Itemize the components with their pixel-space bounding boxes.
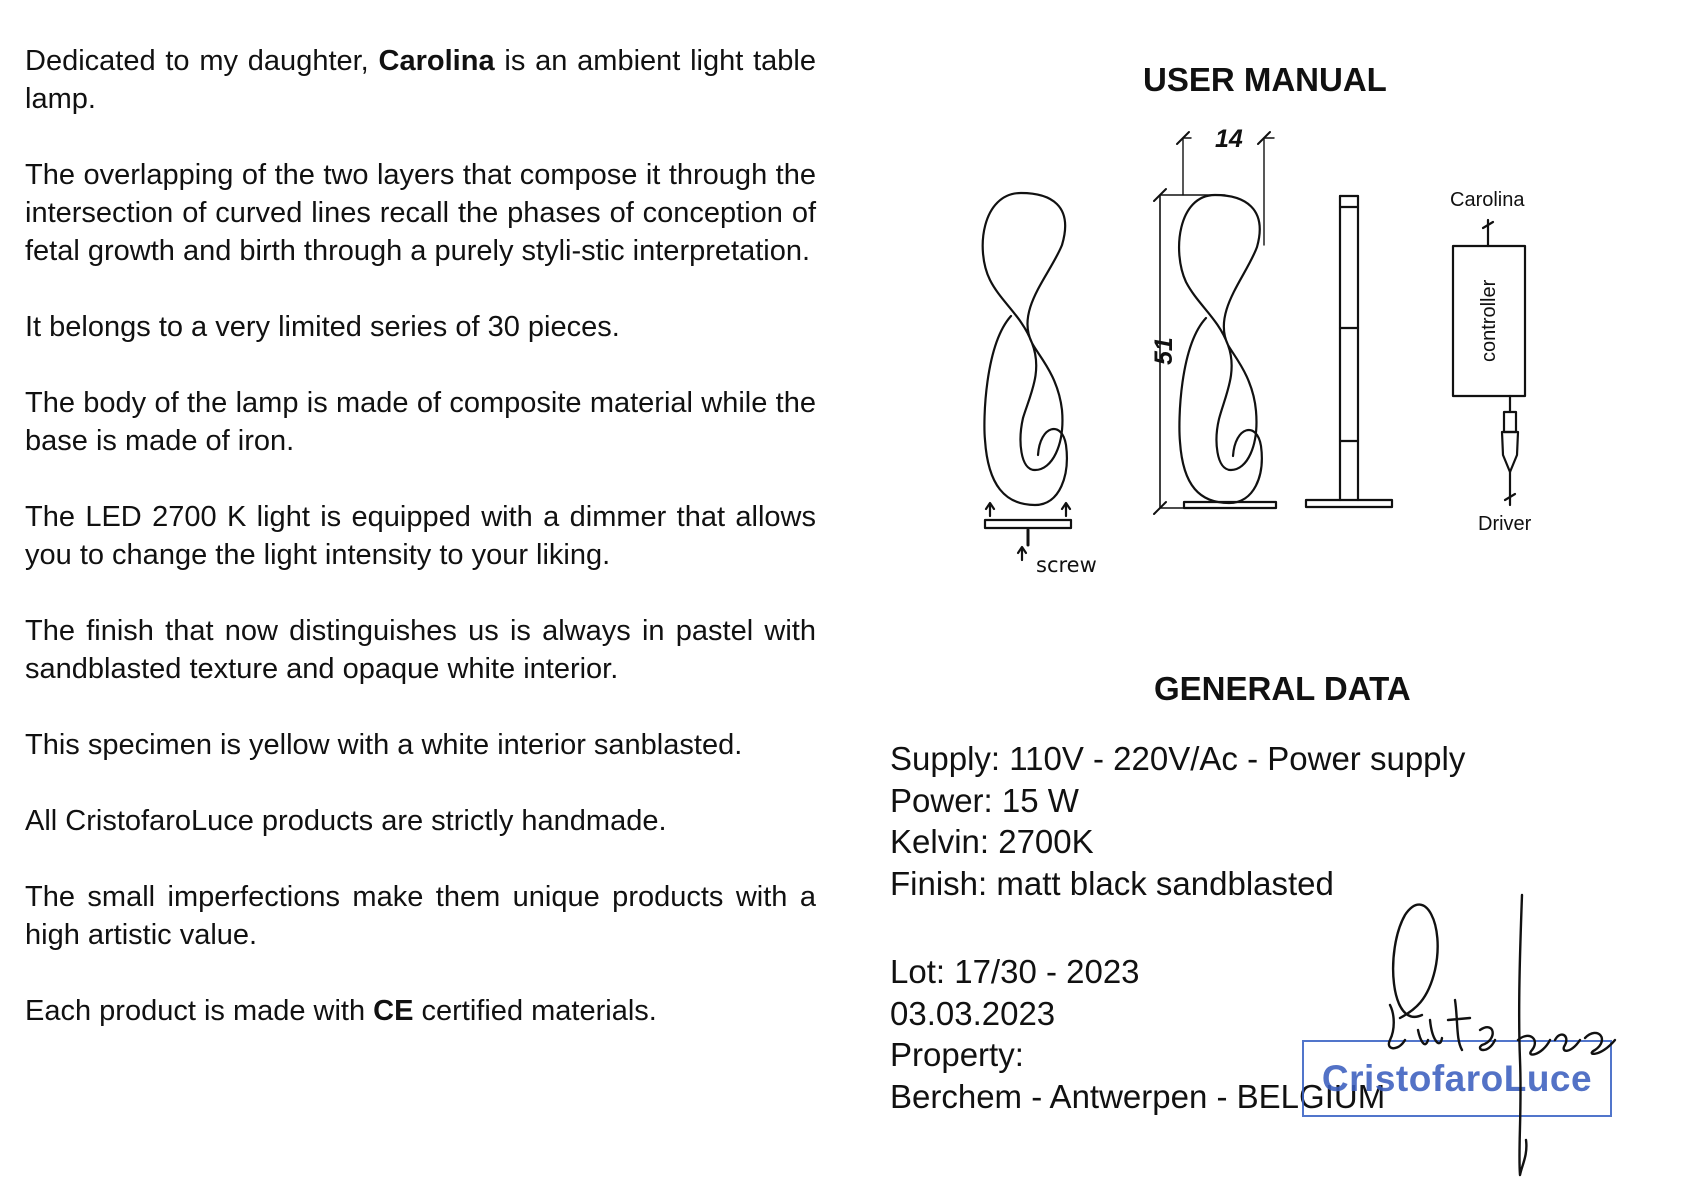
paragraph-text: Each product is made with — [25, 995, 374, 1027]
kelvin-row: Kelvin: 2700K — [890, 823, 1094, 860]
date-row: 03.03.2023 — [890, 994, 1056, 1032]
controller-top-label: Carolina — [1450, 189, 1525, 211]
lot-row: Lot: 17/30 - 2023 — [890, 953, 1140, 990]
location-row: Berchem - Antwerpen - BELGIUM — [890, 1077, 1386, 1115]
driver-plug — [1504, 412, 1516, 432]
height-dimension-label: 51 — [1150, 337, 1178, 365]
side-view-base — [1306, 500, 1392, 507]
lamp-front-base — [985, 520, 1071, 528]
user-manual-title: USER MANUAL — [1143, 61, 1387, 98]
paragraph-handmade: All CristofaroLuce products are strictly handmade. — [25, 805, 667, 837]
power-row: Power: 15 W — [890, 781, 1079, 819]
paragraph-materials: The body of the lamp is made of composite material while the base is made of iron. — [25, 387, 816, 457]
paragraph-concept: The overlapping of the two layers that compose it through the intersection of curved lines recall the phases of conception of fetal growth and birth through a purely styli-stic interpretation. — [25, 159, 816, 267]
paragraph-light: The LED 2700 K light is equipped with a dimmer that allows you to change the light intensity to your liking. — [25, 501, 816, 571]
property-row: Property: — [890, 1036, 1024, 1073]
lamp-side-view — [1306, 196, 1392, 507]
lamp-dimension-view — [1154, 132, 1276, 514]
company-stamp: CristofaroLuce — [1302, 1040, 1612, 1117]
product-name: Carolina — [378, 45, 495, 77]
lamp-dim-layer — [1179, 195, 1260, 470]
paragraph-specimen: This specimen is yellow with a white interior sanblasted. — [25, 729, 743, 761]
paragraph-text: certified materials. — [413, 995, 657, 1027]
handwritten-signature — [1370, 890, 1630, 1180]
driver-label: Driver — [1478, 513, 1532, 535]
paragraph-imperfections: The small imperfections make them unique products with a high artistic value. — [25, 881, 816, 951]
paragraph-text: is an ambient light table lamp. — [25, 45, 816, 115]
finish-row: Finish: matt black sandblasted — [890, 864, 1334, 902]
ce-mark-text: CE — [373, 995, 414, 1027]
general-data-title: GENERAL DATA — [1154, 670, 1411, 707]
paragraph-text: Dedicated to my daughter, — [25, 45, 379, 77]
lamp-dim-base — [1184, 502, 1276, 508]
width-dimension-label: 14 — [1215, 125, 1243, 153]
driver-connector — [1502, 432, 1518, 472]
paragraph-series: It belongs to a very limited series of 30 pieces. — [25, 311, 620, 343]
supply-row: Supply: 110V - 220V/Ac - Power supply — [890, 740, 1466, 777]
paragraph-finish: The finish that now distinguishes us is always in pastel with sandblasted texture and opaque white interior. — [25, 615, 816, 685]
screw-label: screw — [1036, 553, 1097, 577]
lamp-front-view — [983, 193, 1071, 560]
controller-label: controller — [1478, 279, 1500, 362]
